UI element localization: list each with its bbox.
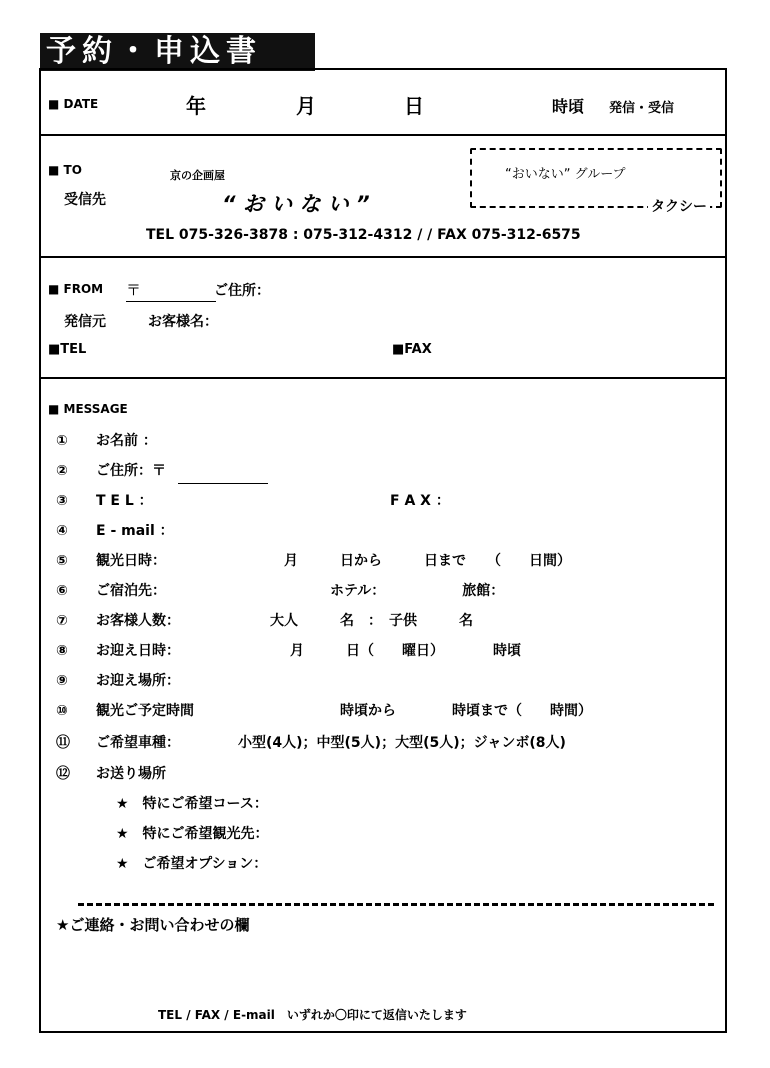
date-year: 年 — [186, 94, 206, 118]
message-item — [56, 610, 180, 632]
date-label: ■ DATE — [48, 97, 99, 111]
contact-numbers: TEL 075-326-3878 : 075-312-4312 / / FAX 075-312-6575 — [146, 227, 581, 243]
item-number: ③ — [56, 493, 68, 509]
message-item — [56, 640, 180, 662]
item-label: 観光ご予定時間 — [96, 703, 194, 719]
item-number: ⑫ — [56, 766, 70, 782]
item-label: 観光日時： — [96, 553, 166, 569]
preferred-sightseeing: ★ 特にご希望観光先： — [116, 826, 269, 842]
customer-name-label: お客様名： — [148, 314, 218, 330]
item-label: ご宿泊先： — [96, 583, 166, 599]
from-tel-label: ■TEL — [48, 342, 87, 357]
divider-date — [39, 134, 727, 136]
message-item — [56, 732, 180, 754]
message-item-extra: 大人 名 ： 子供 名 — [270, 613, 473, 629]
from-label: ■ FROM — [48, 282, 104, 296]
message-item-extra: 月 日から 日まで （ 日間） — [284, 553, 571, 569]
from-zip-mark: 〒 — [126, 281, 142, 299]
item-number: ⑦ — [56, 613, 68, 629]
message-item — [56, 550, 166, 572]
date-month: 月 — [296, 94, 316, 118]
preferred-option: ★ ご希望オプション： — [116, 856, 268, 872]
message-item-extra: 時頃から 時頃まで（ 時間） — [340, 703, 592, 719]
message-item — [56, 670, 180, 692]
message-zip-line — [178, 483, 268, 484]
item-number: ② — [56, 463, 68, 479]
recipient-label: 受信先 — [64, 192, 106, 208]
item-label: E - mail ： — [96, 523, 174, 539]
item-number: ⑥ — [56, 583, 68, 599]
dashed-divider — [78, 903, 714, 906]
contact-label: ★ご連絡・お問い合わせの欄 — [56, 916, 250, 934]
message-item — [56, 700, 194, 722]
item-number: ⑤ — [56, 553, 68, 569]
to-label: ■ TO — [48, 163, 82, 177]
message-item — [56, 430, 157, 452]
form-title: 予約・申込書 — [46, 34, 262, 69]
item-label: T E L ： — [96, 493, 153, 509]
item-number: ④ — [56, 523, 68, 539]
message-item-extra: ホテル： 旅館： — [330, 583, 505, 599]
send-receive: 発信・受信 — [609, 101, 675, 116]
item-number: ⑨ — [56, 673, 68, 689]
item-label: お迎え日時： — [96, 643, 180, 659]
message-label: ■ MESSAGE — [48, 402, 128, 416]
item-number: ⑩ — [56, 703, 68, 719]
item-label: ご住所：〒 — [96, 463, 166, 479]
from-fax-label: ■FAX — [392, 342, 432, 357]
message-item-extra: 小型(4人)；中型(5人)；大型(5人)；ジャンボ(8人) — [238, 735, 566, 751]
message-item — [56, 763, 166, 785]
item-number: ① — [56, 433, 68, 449]
taxi-label: タクシー — [648, 196, 710, 216]
item-label: お迎え場所： — [96, 673, 180, 689]
message-fax-label: F A X ： — [390, 493, 450, 509]
divider-from — [39, 377, 727, 379]
item-label: ご希望車種： — [96, 735, 180, 751]
message-item — [56, 460, 166, 482]
date-time: 時頃 — [552, 97, 585, 116]
item-number: ⑧ — [56, 643, 68, 659]
date-day: 日 — [404, 94, 424, 118]
item-label: お客様人数： — [96, 613, 180, 629]
message-item-extra: 月 日（ 曜日） 時頃 — [290, 643, 521, 659]
sender-label: 発信元 — [64, 314, 106, 330]
company-name: 京の企画屋 — [170, 169, 225, 182]
item-number: ⑪ — [56, 735, 70, 751]
recipient-name: “ お い な い ” — [222, 192, 370, 216]
reply-instructions: TEL / FAX / E-mail いずれか〇印にて返信いたします — [158, 1008, 467, 1022]
message-item — [56, 490, 153, 512]
message-item — [56, 520, 174, 542]
divider-to — [39, 256, 727, 258]
group-name: “おいないˮ グループ — [505, 167, 626, 182]
from-zip-line — [126, 301, 216, 302]
item-label: お名前 ： — [96, 433, 157, 449]
item-label: お送り場所 — [96, 766, 166, 782]
message-item — [56, 580, 166, 602]
from-address-label: ご住所： — [214, 283, 270, 299]
preferred-course: ★ 特にご希望コース： — [116, 796, 268, 812]
